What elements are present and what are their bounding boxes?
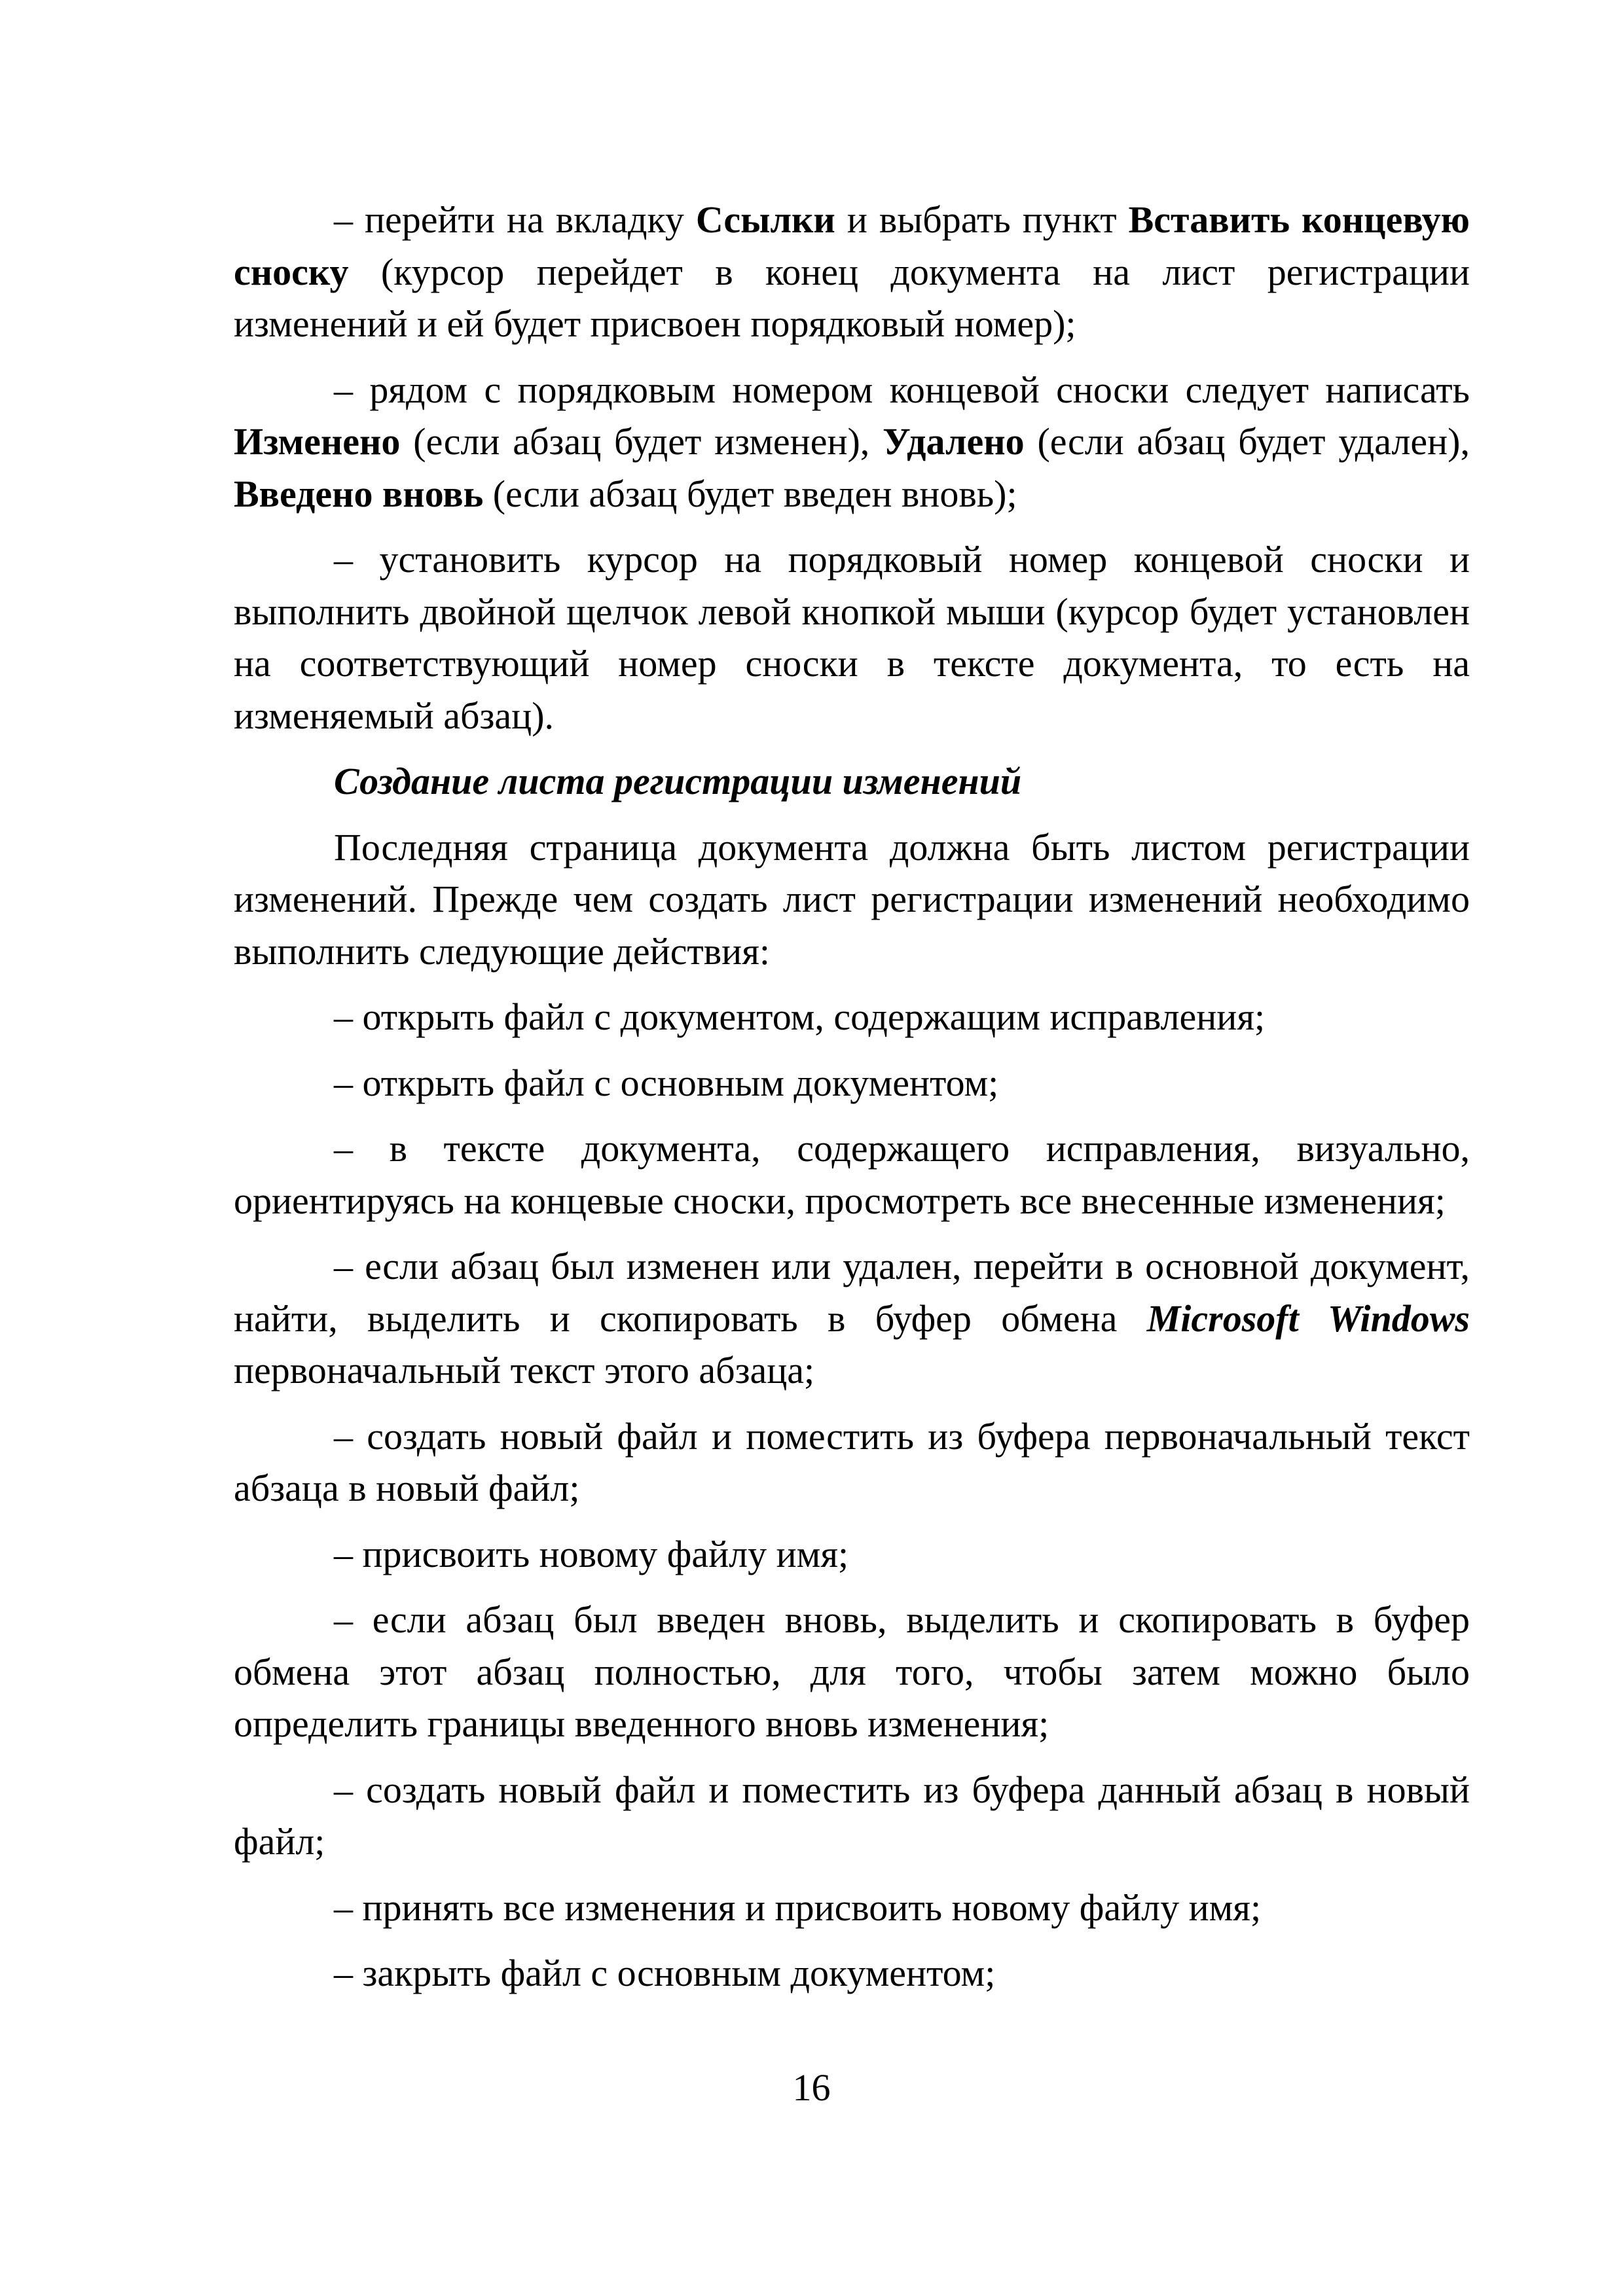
paragraph-text: и выбрать пункт	[835, 198, 1129, 241]
paragraph-text: – рядом с порядковым номером концевой сноски следует написать	[334, 368, 1470, 411]
bold-term-insert-endnote: Вставить концевую сноску	[234, 198, 1470, 293]
paragraph-double-click: – установить курсор на порядковый номер концевой сноски и выполнить двойной щелчок левой кнопкой мыши (курсор будет установлен на соответствующий номер сноски в тексте документа, то есть на изменяемый абзац).	[234, 538, 1470, 737]
list-item-close-main: – закрыть файл с основным документом;	[334, 1952, 996, 1994]
page-number: 16	[792, 2066, 831, 2109]
bold-term-changed: Изменено	[234, 420, 401, 463]
list-item-new-file-paragraph: – создать новый файл и поместить из буфера данный абзац в новый файл;	[234, 1768, 1470, 1863]
paragraph-text: (если абзац будет удален),	[1024, 420, 1470, 463]
paragraph-text: – перейти на вкладку	[334, 198, 696, 241]
list-item-open-corrections: – открыть файл с документом, содержащим исправления;	[334, 996, 1266, 1038]
paragraph-insert-endnote	[234, 194, 1470, 350]
bold-italic-term-microsoft-windows: Microsoft Windows	[1146, 1297, 1470, 1340]
bold-term-newly-added: Введено вновь	[234, 472, 484, 515]
list-item-copy-original	[234, 1240, 1470, 1397]
list-item-open-main: – открыть файл с основным документом;	[334, 1061, 999, 1104]
paragraph-last-page: Последняя страница документа должна быть листом регистрации изменений. Прежде чем создать лист регистрации изменений необходимо выполнить следующие действия:	[234, 825, 1470, 973]
section-heading: Создание листа регистрации изменений	[334, 760, 1022, 802]
paragraph-text: – если абзац был изменен или удален, перейти в основной документ, найти, выделить и скопировать в буфер обмена	[234, 1245, 1470, 1340]
paragraph-text: (если абзац будет изменен),	[400, 420, 883, 463]
bold-term-deleted: Удалено	[883, 420, 1025, 463]
paragraph-endnote-labels	[234, 364, 1470, 520]
paragraph-text: (курсор перейдет в конец документа на лист регистрации изменений и ей будет присвоен порядковый номер);	[234, 250, 1470, 345]
paragraph-text: первоначальный текст этого абзаца;	[234, 1349, 815, 1391]
document-body	[234, 194, 1470, 2013]
list-item-copy-new-paragraph: – если абзац был введен вновь, выделить и скопировать в буфер обмена этот абзац полностью, для того, чтобы затем можно было определить границы введенного вновь изменения;	[234, 1598, 1470, 1745]
list-item-new-file-original: – создать новый файл и поместить из буфера первоначальный текст абзаца в новый файл;	[234, 1414, 1470, 1509]
paragraph-text: (если абзац будет введен вновь);	[483, 472, 1017, 515]
bold-term-links-tab: Ссылки	[695, 198, 835, 241]
list-item-name-file: – присвоить новому файлу имя;	[334, 1532, 849, 1575]
list-item-review-changes: – в тексте документа, содержащего исправления, визуально, ориентируясь на концевые сноски, просмотреть все внесенные изменения;	[234, 1127, 1470, 1222]
list-item-accept-changes: – принять все изменения и присвоить новому файлу имя;	[334, 1886, 1262, 1929]
